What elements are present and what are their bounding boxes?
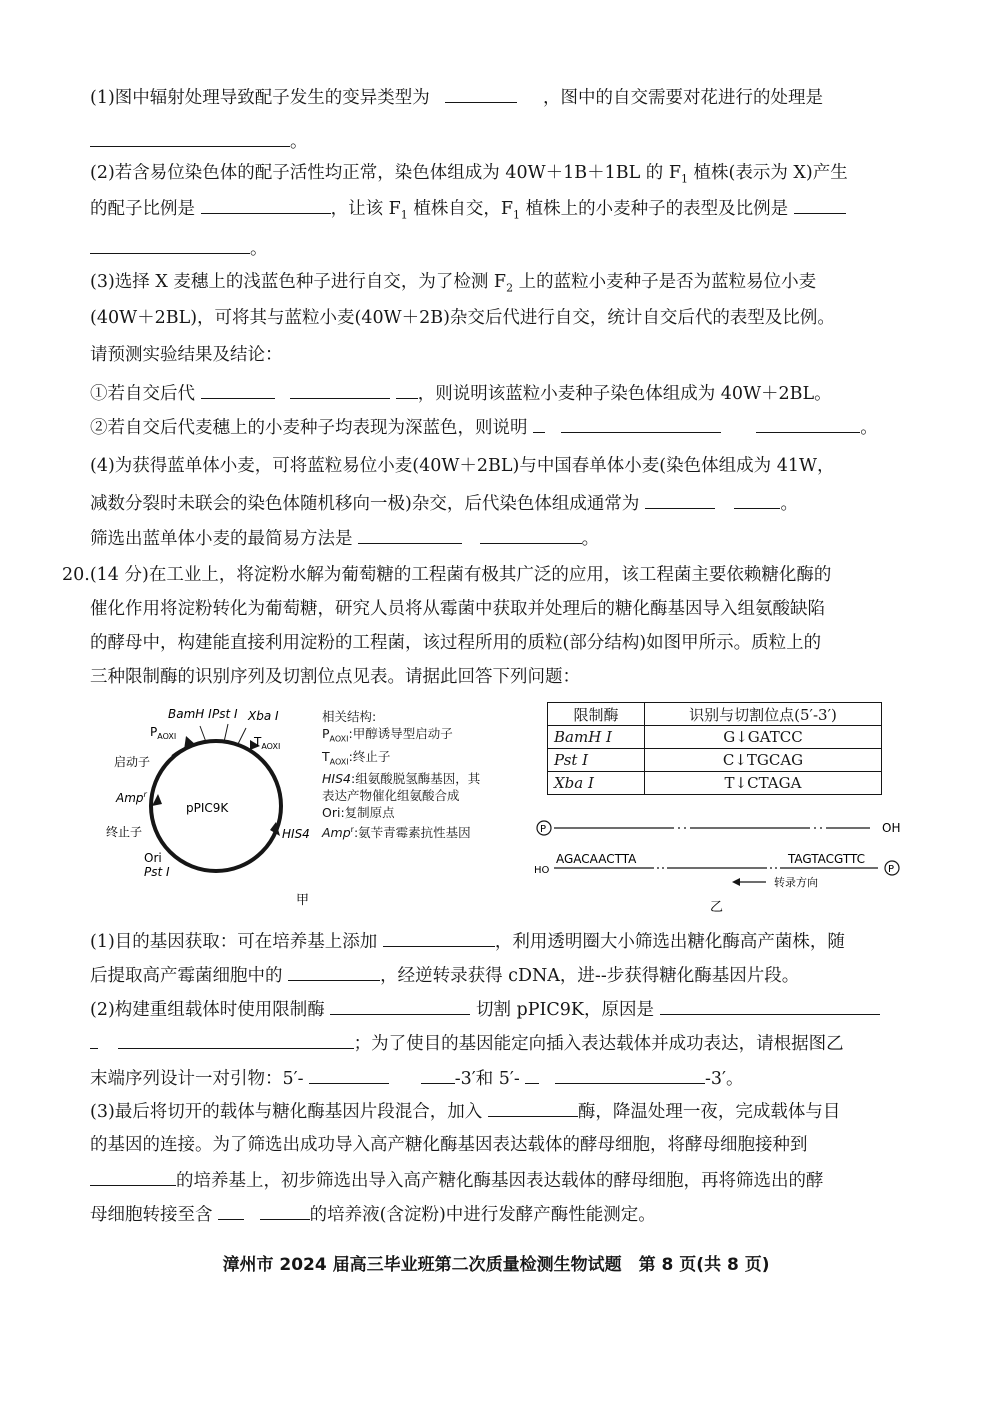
seq-left: AGACAACTTA	[556, 852, 637, 866]
legend-item: HIS4:组氨酸脱氢酶基因，其	[322, 771, 481, 786]
subscript: 1	[400, 208, 408, 222]
q20-line-1	[62, 563, 831, 587]
q19-line-6	[90, 270, 816, 301]
q20-sub3-line-2	[90, 1133, 808, 1157]
table-row	[548, 772, 882, 795]
q19-line-5	[90, 235, 268, 261]
q20-text: 20.(14 分)在工业上，将淀粉水解为葡萄糖的工程菌有极其广泛的应用，该工程菌主要依赖糖化酶的	[62, 565, 832, 585]
answer-blank[interactable]	[794, 195, 846, 214]
q19-text: 。	[581, 529, 600, 549]
q19-text: ②若自交后代麦穗上的小麦种子均表现为深蓝色，则说明	[90, 418, 528, 438]
answer-blank[interactable]	[734, 490, 780, 509]
q19-text: 减数分裂时未联会的染色体随机移向一极)杂交，后代染色体组成通常为	[90, 494, 640, 514]
site-pst-label: Pst I	[212, 707, 238, 721]
seq-right: TAGTACGTTC	[788, 852, 866, 866]
plasmid-name: pPIC9K	[186, 801, 229, 815]
table-row	[548, 749, 882, 772]
plasmid-diagram	[100, 698, 320, 913]
q19-text: 。	[860, 418, 878, 438]
answer-blank[interactable]	[90, 1167, 176, 1186]
taox-label: $T_{AOXI}$	[254, 735, 281, 751]
q19-line-2	[90, 128, 308, 154]
answer-blank[interactable]	[421, 1065, 455, 1084]
answer-blank[interactable]	[561, 414, 721, 433]
q20-sub1-line-1	[90, 928, 845, 954]
answer-blank[interactable]	[488, 1098, 578, 1117]
site-line	[200, 726, 206, 742]
q20-text: 酶，降温处理一夜，完成载体与目	[577, 1102, 841, 1122]
q20-sub2-line-2	[90, 1030, 844, 1056]
answer-blank[interactable]	[330, 996, 470, 1015]
q19-line-1	[90, 84, 823, 110]
q19-text: (40W＋2BL)，可将其与蓝粒小麦(40W＋2B)杂交后代进行自交，统计自交后代的表型及比例。	[90, 308, 835, 328]
q20-text: (2)构建重组载体时使用限制酶	[90, 1000, 325, 1020]
q19-text: ，让该 F	[330, 199, 401, 219]
q20-sub2-line-1	[90, 996, 880, 1022]
q19-text: ，图中的自交需要对花进行的处理是	[542, 88, 823, 108]
legend-item: $T_{AOXI}$:终止子	[322, 748, 391, 766]
subscript: 1	[513, 208, 521, 222]
amp-label: Amp$^r$	[116, 790, 147, 805]
answer-blank[interactable]	[288, 962, 380, 981]
q19-text: (2)若含易位染色体的配子活性均正常，染色体组成为 40W＋1B＋1BL 的 F	[90, 163, 681, 183]
direction-arrowhead	[732, 878, 740, 886]
answer-blank[interactable]	[645, 490, 715, 509]
site-line	[224, 724, 228, 742]
figure-jia-caption: 甲	[296, 893, 310, 908]
q19-line-12	[90, 490, 798, 516]
q19-line-13	[90, 525, 599, 551]
answer-blank[interactable]	[555, 1065, 705, 1084]
table-header-cell: 识别与切割位点(5′-3′)	[645, 703, 882, 726]
q20-text: 的酵母中，构建能直接利用淀粉的工程菌，该过程所用的质粒(部分结构)如图甲所示。质粒上的	[90, 633, 822, 653]
q19-text: 植株上的小麦种子的表型及比例是	[520, 199, 789, 219]
q20-sub3-line-4	[90, 1201, 656, 1227]
q20-text: -3′。	[704, 1069, 744, 1089]
legend-item: Amp$^r$:氨苄青霉素抗性基因	[322, 825, 471, 841]
q20-text: 母细胞转接至含	[90, 1205, 213, 1225]
q20-sub3-line-3	[90, 1167, 824, 1193]
answer-blank[interactable]	[533, 414, 545, 433]
q19-text: 植株自交，F	[407, 199, 514, 219]
enzyme-name: Pst Ⅰ	[548, 749, 645, 772]
phosphate-label: P	[540, 824, 547, 835]
q19-line-9	[90, 380, 832, 406]
answer-blank[interactable]	[218, 1201, 244, 1220]
table-row	[548, 726, 882, 749]
q19-text: (3)选择 X 麦穗上的浅蓝色种子进行自交，为了检测 F	[90, 272, 507, 292]
answer-blank[interactable]	[260, 1201, 310, 1220]
answer-blank[interactable]	[756, 414, 860, 433]
q19-text: 。	[780, 494, 798, 514]
table-header-row	[548, 703, 882, 726]
legend-item: Ori:复制原点	[322, 805, 395, 820]
q20-text: 切割 pPIC9K，原因是	[475, 1000, 655, 1020]
answer-blank[interactable]	[525, 1065, 539, 1084]
site-pst-bottom-label: Pst I	[144, 865, 170, 879]
q19-line-4	[90, 195, 846, 228]
q19-text: 。	[250, 239, 268, 259]
q19-text: 请预测实验结果及结论：	[90, 345, 283, 365]
q20-text: 催化作用将淀粉转化为葡萄糖，研究人员将从霉菌中获取并处理后的糖化酶基因导入组氨酸缺陷	[90, 599, 825, 619]
q19-text: 筛选出蓝单体小麦的最简易方法是	[90, 529, 353, 549]
ho-label: HO	[534, 865, 550, 876]
site-xba-label: Xba I	[248, 709, 279, 723]
q20-line-2	[90, 597, 825, 621]
q19-text: (1)图中辐射处理导致配子发生的变异类型为	[90, 88, 430, 108]
subscript: 2	[506, 281, 514, 295]
q20-text: 三种限制酶的识别序列及切割位点见表。请据此回答下列问题：	[90, 667, 580, 687]
answer-blank[interactable]	[201, 195, 331, 214]
q20-sub1-line-2	[90, 962, 799, 988]
answer-blank[interactable]	[480, 525, 582, 544]
answer-blank[interactable]	[90, 1030, 98, 1049]
q19-text: ①若自交后代	[90, 384, 195, 404]
legend-title: 相关结构:	[322, 709, 377, 724]
enzyme-name: Xba Ⅰ	[548, 772, 645, 795]
q20-text: 后提取高产霉菌细胞中的	[90, 966, 283, 986]
q20-text: 末端序列设计一对引物：5′-	[90, 1069, 304, 1089]
plasmid-legend	[322, 708, 480, 841]
dna-diagram	[530, 815, 910, 915]
answer-blank[interactable]	[660, 996, 880, 1015]
q19-line-7	[90, 306, 835, 330]
terminator-label: 终止子	[106, 825, 143, 839]
q19-text: 上的蓝粒小麦种子是否为蓝粒易位小麦	[513, 272, 817, 292]
answer-blank[interactable]	[90, 128, 290, 147]
q20-text: 的培养基上，初步筛选出导入高产糖化酶基因表达载体的酵母细胞，再将筛选出的酵	[176, 1171, 824, 1191]
figure-yi-caption: 乙	[710, 900, 724, 915]
legend-item: 表达产物催化组氨酸合成	[322, 788, 460, 803]
q19-text: ，则说明该蓝粒小麦种子染色体组成为 40W＋2BL。	[417, 384, 832, 404]
q20-text: ；为了使目的基因能定向插入表达载体并成功表达，请根据图乙	[353, 1034, 844, 1054]
answer-blank[interactable]	[90, 235, 250, 254]
answer-blank[interactable]	[290, 380, 390, 399]
answer-blank[interactable]	[396, 380, 418, 399]
q20-line-4	[90, 665, 580, 689]
q20-text: 的培养液(含淀粉)中进行发酵产酶性能测定。	[309, 1205, 656, 1225]
paox-label: $P_{AOXI}$	[150, 725, 177, 741]
q19-line-11	[90, 454, 834, 478]
q20-text: ，经逆转录获得 cDNA，进--步获得糖化酶基因片段。	[380, 966, 800, 986]
q20-text: 的基因的连接。为了筛选出成功导入高产糖化酶基因表达载体的酵母细胞，将酵母细胞接种到	[90, 1135, 808, 1155]
q20-sub3-line-1	[90, 1098, 840, 1124]
q20-text: -3′和 5′-	[454, 1069, 520, 1089]
enzyme-site: T↓CTAGA	[645, 772, 882, 795]
q20-text: (3)最后将切开的载体与糖化酶基因片段混合，加入	[90, 1102, 483, 1122]
subscript: 1	[680, 172, 688, 186]
q19-text: 的配子比例是	[90, 199, 195, 219]
ori-label: Ori	[144, 851, 162, 865]
q19-line-10	[90, 414, 878, 440]
answer-blank[interactable]	[118, 1030, 354, 1049]
answer-blank[interactable]	[383, 928, 495, 947]
promoter-label: 启动子	[114, 755, 151, 769]
answer-blank[interactable]	[201, 380, 275, 399]
q20-text: (1)目的基因获取：可在培养基上添加	[90, 932, 378, 952]
enzyme-table	[547, 702, 882, 795]
oh-label: OH	[882, 821, 901, 835]
answer-blank[interactable]	[445, 84, 517, 103]
table-header-cell: 限制酶	[548, 703, 645, 726]
legend-item: $P_{AOXI}$:甲醇诱导型启动子	[322, 726, 453, 744]
answer-blank[interactable]	[309, 1065, 389, 1084]
q19-line-8	[90, 343, 283, 367]
site-bamh-label: BamH I	[168, 707, 212, 721]
q20-sub2-line-3	[90, 1065, 743, 1091]
q19-text: 。	[290, 132, 308, 152]
enzyme-site: G↓GATCC	[645, 726, 882, 749]
q19-line-3	[90, 161, 848, 192]
enzyme-name: BamH Ⅰ	[548, 726, 645, 749]
his4-label: HIS4	[282, 827, 310, 841]
site-line	[238, 728, 246, 744]
enzyme-site: C↓TGCAG	[645, 749, 882, 772]
q19-text: (4)为获得蓝单体小麦，可将蓝粒易位小麦(40W＋2BL)与中国春单体小麦(染色体组成为 41W，	[90, 456, 835, 476]
answer-blank[interactable]	[358, 525, 462, 544]
q19-text: 植株(表示为 X)产生	[687, 163, 848, 183]
q20-text: ，利用透明圈大小筛选出糖化酶高产菌株，随	[494, 932, 845, 952]
direction-label: 转录方向	[774, 876, 818, 889]
page-footer: 漳州市 2024 届高三毕业班第二次质量检测生物试题 第 8 页(共 8 页)	[222, 1255, 770, 1275]
phosphate-label: P	[888, 864, 895, 875]
q20-line-3	[90, 631, 821, 655]
